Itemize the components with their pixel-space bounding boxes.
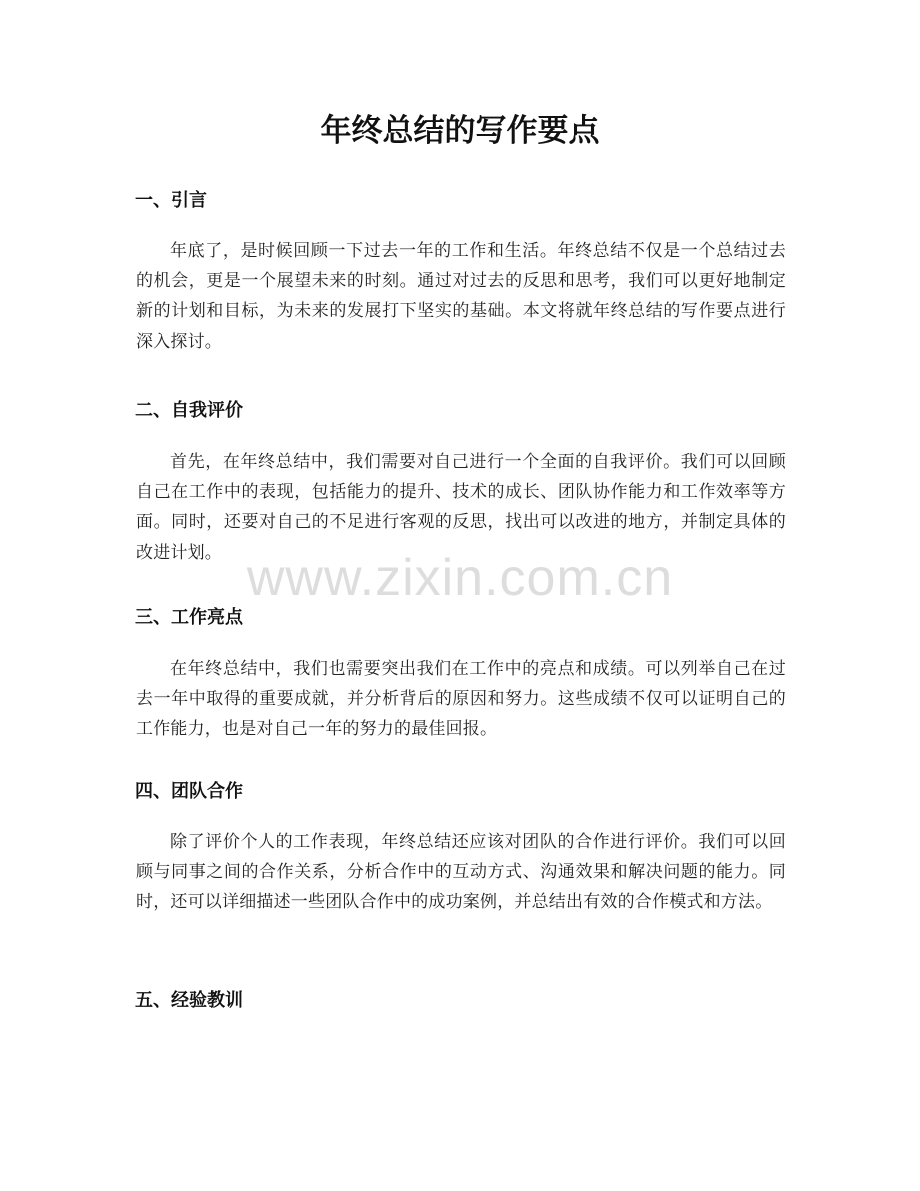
section-paragraph-work-highlights: 在年终总结中，我们也需要突出我们在工作中的亮点和成绩。可以列举自己在过去一年中取得的重要成就，并分析背后的原因和努力。这些成绩不仅可以证明自己的工作能力，也是对自己一年的努力的最佳回报。 — [136, 659, 786, 740]
section-heading-intro: 一、引言 — [135, 190, 207, 211]
section-paragraph-intro: 年底了，是时候回顾一下过去一年的工作和生活。年终总结不仅是一个总结过去的机会，更是一个展望未来的时刻。通过对过去的反思和思考，我们可以更好地制定新的计划和目标，为未来的发展打下坚实的基础。本文将就年终总结的写作要点进行深入探讨。 — [136, 241, 786, 352]
document-title: 年终总结的写作要点 — [320, 113, 600, 149]
section-heading-self-evaluation: 二、自我评价 — [135, 400, 243, 421]
section-heading-lessons: 五、经验教训 — [135, 990, 243, 1011]
section-paragraph-self-evaluation: 首先，在年终总结中，我们需要对自己进行一个全面的自我评价。我们可以回顾自己在工作中的表现，包括能力的提升、技术的成长、团队协作能力和工作效率等方面。同时，还要对自己的不足进行客观的反思，找出可以改进的地方，并制定具体的改进计划。 — [136, 452, 786, 563]
section-paragraph-teamwork: 除了评价个人的工作表现，年终总结还应该对团队的合作进行评价。我们可以回顾与同事之间的合作关系，分析合作中的互动方式、沟通效果和解决问题的能力。同时，还可以详细描述一些团队合作中的成功案例，并总结出有效的合作模式和方法。 — [136, 832, 786, 913]
section-heading-teamwork: 四、团队合作 — [135, 781, 243, 802]
section-heading-work-highlights: 三、工作亮点 — [135, 607, 243, 628]
watermark-text: www.zixin.com.cn — [246, 549, 674, 607]
